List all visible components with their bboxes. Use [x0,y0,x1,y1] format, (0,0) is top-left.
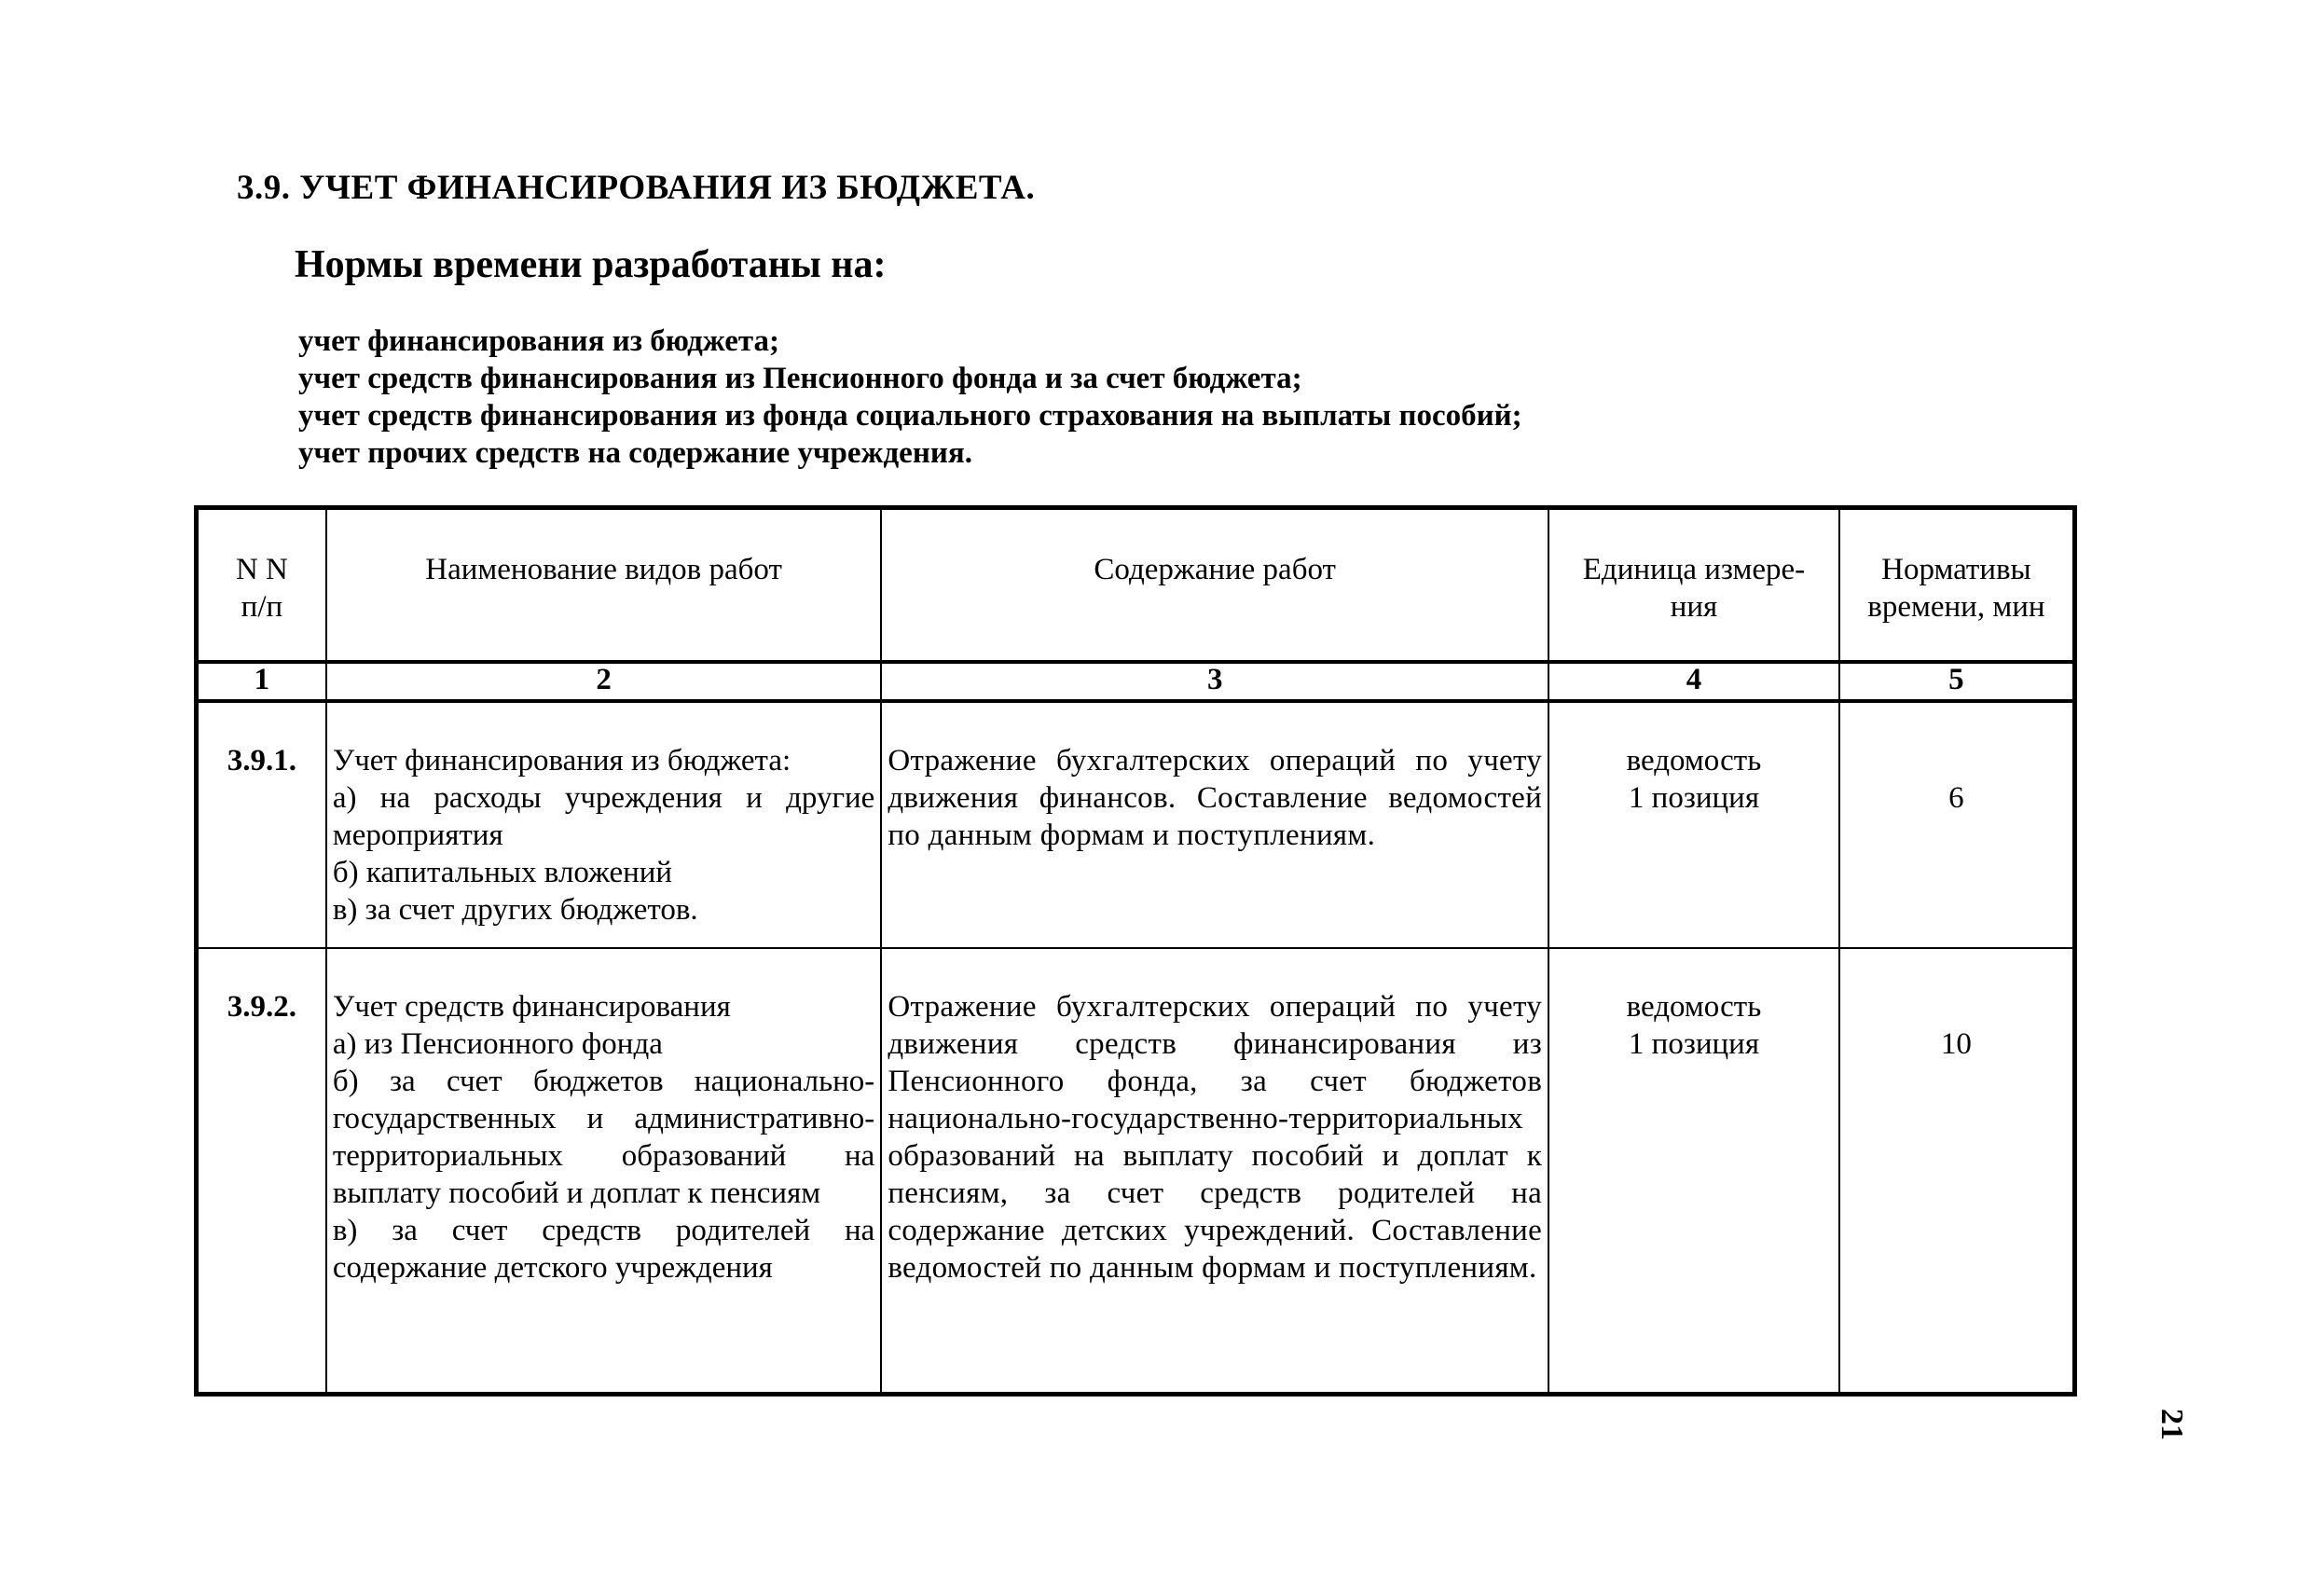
subtitle: Нормы времени разработаны на: [295,243,887,286]
work-name-line: б) капитальных вложений [332,855,673,889]
time-norm [1839,701,2075,948]
header-unit-line: Единица измере- [1582,553,1806,586]
scope-item: учет финансирования из бюджета; [298,324,780,358]
unit-line: ведомость [1626,990,1762,1025]
header-norm [1839,508,2075,662]
unit-line: 1 позиция [1628,1027,1760,1062]
header-num-line: N N [235,553,288,586]
work-name-line: а) на расходы учреждения и другие мероприятия [332,780,875,852]
header-num-line: п/п [241,590,283,624]
work-name-line: в) за счет средств родителей на содержание детского учреждения [332,1214,875,1286]
unit [1548,701,1839,948]
scope-item: учет средств финансирования из фонда социального страхования на выплаты пособий; [298,399,1522,433]
column-number: 5 [1839,662,2075,701]
column-number: 1 [197,662,326,701]
header-name: Наименование видов работ [326,508,881,662]
time-norm-value: 6 [1948,780,1964,815]
header-norm-line: Нормативы [1881,553,2031,586]
work-name [326,701,881,948]
section-title: 3.9. УЧЕТ ФИНАНСИРОВАНИЯ ИЗ БЮДЖЕТА. [237,169,1036,207]
page-number: 21 [2154,1409,2189,1440]
table-row [197,948,2075,1394]
time-norm-value: 10 [1940,1027,1972,1062]
header-norm-line: времени, мин [1867,590,2045,624]
work-name-line: б) за счет бюджетов национально-государственных и административно-территориальных образований на выплату пособий и доплат к пенсиям [332,1065,875,1211]
column-number: 2 [326,662,881,701]
header-content: Содержание работ [881,508,1548,662]
row-number: 3.9.2. [197,948,326,1394]
column-number: 3 [881,662,1548,701]
work-name-line: Учет средств финансирования [332,990,731,1025]
column-number-row [197,662,2075,701]
scope-item: учет прочих средств на содержание учреждения. [298,436,972,470]
table-row [197,701,2075,948]
unit-line: 1 позиция [1628,780,1760,815]
work-name-line: в) за счет других бюджетов. [332,892,698,927]
scope-list [298,323,1522,472]
column-number: 4 [1548,662,1839,701]
unit [1548,948,1839,1394]
table-header-row [197,508,2075,662]
header-unit-line: ния [1670,590,1718,624]
work-name [326,948,881,1394]
work-name-line: Учет финансирования из бюджета: [332,743,791,777]
header-unit [1548,508,1839,662]
norms-table [194,505,2077,1396]
work-content: Отражение бухгалтерских операций по учету движения финансов. Составление ведомостей по данным формам и поступлениям. [881,701,1548,948]
header-num [197,508,326,662]
unit-line: ведомость [1626,743,1762,777]
work-content: Отражение бухгалтерских операций по учету движения средств финансирования из Пенсионного фонда, за счет бюджетов национально-государственно-территориальных образований на выплату пособий и доплат к пенсиям, за счет средств родителей на содержание детских учреждений. Составление ведомостей по данным формам и поступлениям. [881,948,1548,1394]
time-norm [1839,948,2075,1394]
row-number: 3.9.1. [197,701,326,948]
work-name-line: а) из Пенсионного фонда [332,1027,663,1062]
scope-item: учет средств финансирования из Пенсионного фонда и за счет бюджета; [298,362,1302,395]
